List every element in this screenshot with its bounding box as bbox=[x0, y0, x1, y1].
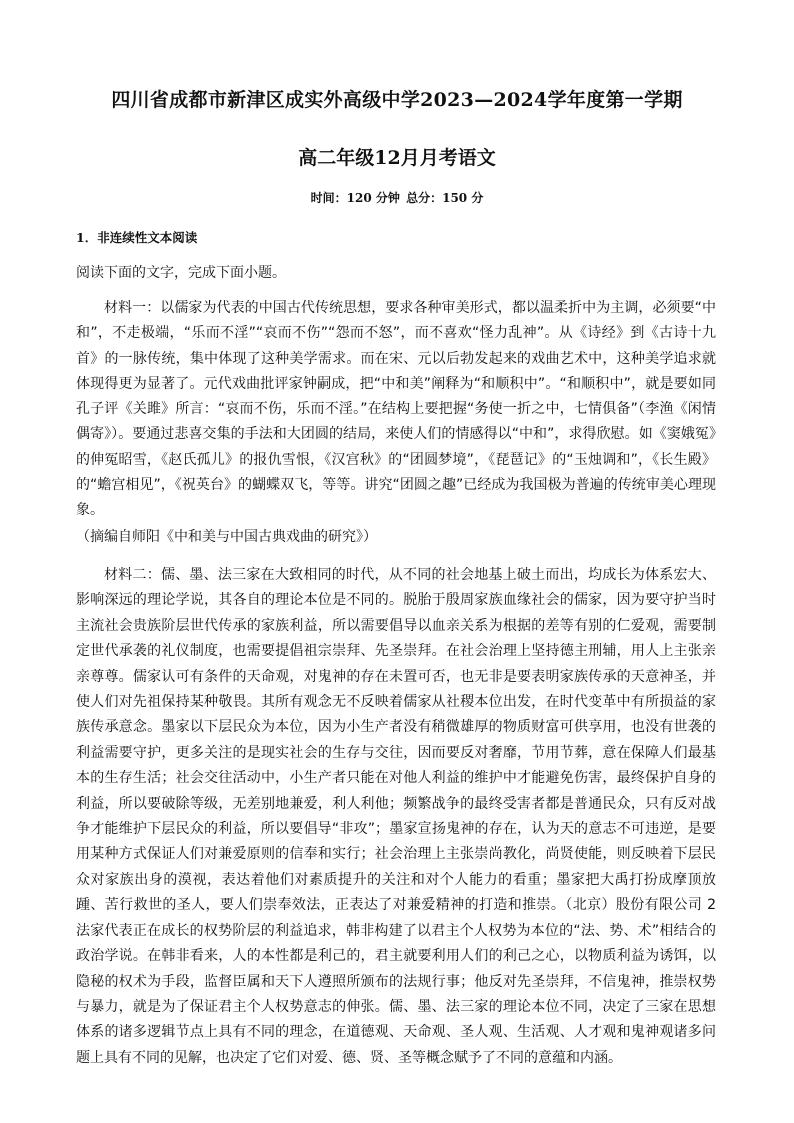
exam-meta bbox=[40, 189, 754, 206]
exam-score: 总分：150 分 bbox=[406, 191, 484, 205]
material-one-source: （摘编自师阳《中和美与中国古典戏曲的研究》） bbox=[76, 529, 377, 545]
material-one-paragraph: 材料一：以儒家为代表的中国古代传统思想，要求各种审美形式，都以温柔折中为主调，必须要“中和”，不走极端，“乐而不淫”“哀而不伤”“怨而不怒”，而不喜欢“怪力乱神”。从《诗经》到《古诗十九首》的一脉传统，集中体现了这种美学需求。而在宋、元以后勃发起来的戏曲艺术中，这种美学追求就体现得更为显著了。元代戏曲批评家钟嗣成，把“中和美”阐释为“和顺积中”。“和顺积中”，就是要如同孔子评《关雎》所言：“哀而不伤，乐而不淫。”在结构上要把握“务使一折之中，七情俱备”（李渔《闲情偶寄》）。要通过悲喜交集的手法和大团圆的结局，来使人们的情感得以“中和”，求得欣慰。如《窦娥冤》的伸冤昭雪，《赵氏孤儿》的报仇雪恨，《汉宫秋》的“团圆梦境”，《琵琶记》的“玉烛调和”，《长生殿》的“蟾宫相见”，《祝英台》的蝴蝶双飞，等等。讲究“团圆之趣”已经成为我国极为普遍的传统审美心理现象。 bbox=[76, 300, 716, 519]
exam-title-grade: 高二年级12月月考语文 bbox=[298, 147, 496, 169]
section-heading: 1．非连续性文本阅读 bbox=[76, 230, 198, 245]
reading-instruction: 阅读下面的文字，完成下面小题。 bbox=[76, 265, 286, 281]
exam-title-school: 四川省成都市新津区成实外高级中学2023—2024学年度第一学期 bbox=[111, 89, 683, 111]
exam-time: 时间：120 分钟 bbox=[310, 191, 400, 205]
material-two-paragraph: 材料二：儒、墨、法三家在大致相同的时代，从不同的社会地基上破土而出，均成长为体系宏大、影响深远的理论学说，其各自的理论本位是不同的。脱胎于殷周家族血缘社会的儒家，因为要守护当时主流社会贵族阶层世代传承的家族利益，所以需要倡导以血亲关系为根据的差等有别的仁爱观，需要制定世代承袭的礼仪制度，也需要提倡祖宗崇拜、先圣崇拜。在社会治理上坚持德主刑辅，用人上主张亲亲尊尊。儒家认可有条件的天命观，对鬼神的存在未置可否，也无非是要表明家族传承的天意神圣，并使人们对先祖保持某种敬畏。其所有观念无不反映着儒家从社稷本位出发，在时代变革中有所损益的家族传承意念。墨家以下层民众为本位，因为小生产者没有稍微雄厚的物质财富可供享用，也没有世袭的利益需要守护，更多关注的是现实社会的生存与交往，因而要反对奢靡，节用节葬，意在保障人们最基本的生存生活；社会交往活动中，小生产者只能在对他人利益的维护中才能避免伤害，最终保护自身的利益，所以要破除等级，无差别地兼爱，利人利他；频繁战争的最终受害者都是普通民众，只有反对战争才能维护下层民众的利益，所以要倡导“非攻”；墨家宣扬鬼神的存在，认为天的意志不可违逆，是要用某种方式保证人们对兼爱原则的信奉和实行；社会治理上主张崇尚教化，尚贤使能，则反映着下层民众对家族出身的漠视，表达着他们对素质提升的关注和对个人能力的看重；墨家把大禹打扮成摩顶放踵、苦行救世的圣人，要人们崇奉效法，正表达了对兼爱精神的打造和推崇。（北京）股份有限公司 2 法家代表正在成长的权势阶层的利益追求，韩非构建了以君主个人权势为本位的“法、势、术”相结合的政治学说。在韩非看来，人的本性都是利己的，君主就要利用人们的利己之心，以物质利益为诱饵，以隐秘的权术为手段，监督臣属和天下人遵照所颁布的法规行事；他反对先圣崇拜，不信鬼神，推崇权势与暴力，就是为了保证君主个人权势意志的伸张。儒、墨、法三家的理论本位不同，决定了三家在思想体系的诸多逻辑节点上具有不同的理念，在道德观、天命观、圣人观、生活观、人才观和鬼神观诸多问题上具有不同的见解，也决定了它们对爱、德、贤、圣等概念赋予了不同的意蕴和内涵。 bbox=[76, 567, 716, 1066]
